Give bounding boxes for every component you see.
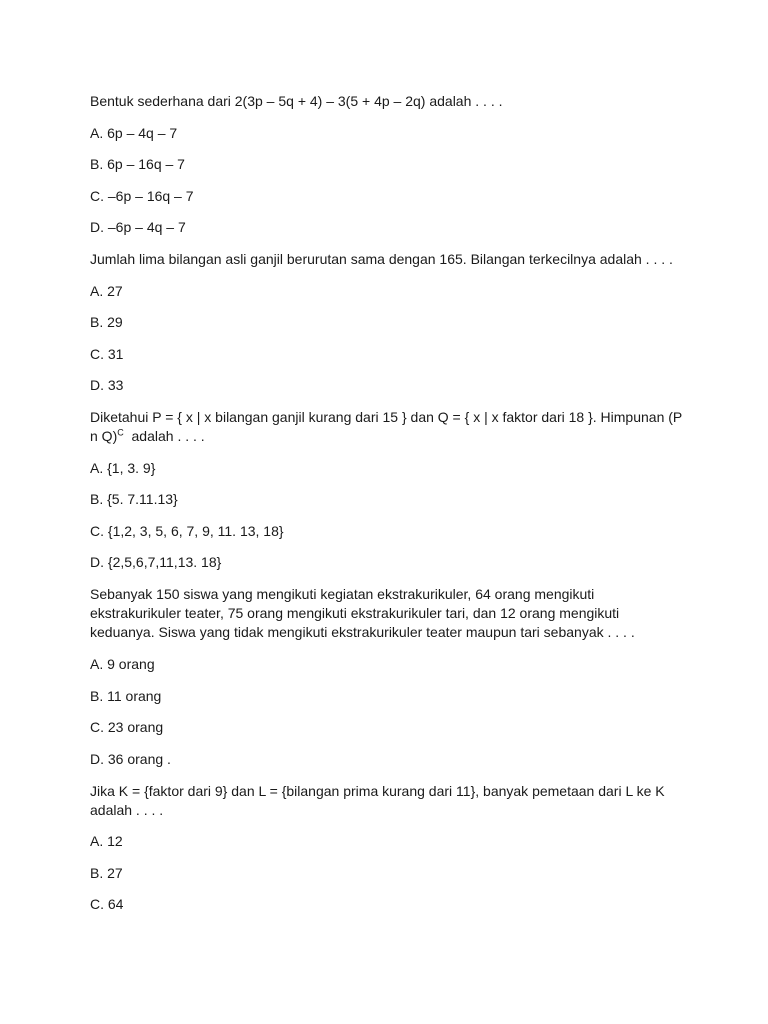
question-3-option-b: B. {5. 7.11.13} [90,491,178,507]
question-4-text-line-2: ekstrakurikuler teater, 75 orang mengikuti ekstrakurikuler tari, dan 12 orang mengikuti [90,605,620,621]
question-4-option-d: D. 36 orang . [90,751,171,767]
question-3-set-expression: n Q) [90,428,118,444]
question-1-option-a: A. 6p – 4q – 7 [90,125,178,141]
question-3-text-line-2 [90,427,690,446]
question-3-text-tail: adalah . . . . [123,428,205,444]
question-5-text-line-1: Jika K = {faktor dari 9} dan L = {bilangan prima kurang dari 11}, banyak pemetaan dari L ke K [90,783,665,799]
question-1-option-d: D. –6p – 4q – 7 [90,219,186,235]
question-4-option-a: A. 9 orang [90,656,155,672]
question-3-option-d: D. {2,5,6,7,11,13. 18} [90,554,222,570]
question-4-option-c: C. 23 orang [90,719,164,735]
question-5-option-a: A. 12 [90,833,123,849]
question-2-option-c: C. 31 [90,346,124,362]
question-4-text-line-1: Sebanyak 150 siswa yang mengikuti kegiatan ekstrakurikuler, 64 orang mengikuti [90,586,595,602]
question-2-option-b: B. 29 [90,314,123,330]
question-3-text-line-1: Diketahui P = { x | x bilangan ganjil kurang dari 15 } dan Q = { x | x faktor dari 18 }. Himpunan (P [90,409,683,425]
question-2-option-d: D. 33 [90,377,124,393]
question-5-option-c: C. 64 [90,896,124,912]
question-2-text: Jumlah lima bilangan asli ganjil berurutan sama dengan 165. Bilangan terkecilnya adalah . . . . [90,251,673,267]
question-1-option-b: B. 6p – 16q – 7 [90,156,185,172]
question-4-text-line-3: keduanya. Siswa yang tidak mengikuti ekstrakurikuler teater maupun tari sebanyak . . . . [90,624,635,640]
question-3-option-a: A. {1, 3. 9} [90,460,156,476]
question-4-option-b: B. 11 orang [90,688,162,704]
question-1-text: Bentuk sederhana dari 2(3p – 5q + 4) – 3(5 + 4p – 2q) adalah . . . . [90,93,503,109]
question-5-option-b: B. 27 [90,865,123,881]
question-1-option-c: C. –6p – 16q – 7 [90,188,194,204]
question-2-option-a: A. 27 [90,283,123,299]
complement-superscript: C [117,427,124,438]
question-5-text-line-2: adalah . . . . [90,802,164,818]
question-3-option-c: C. {1,2, 3, 5, 6, 7, 9, 11. 13, 18} [90,523,284,539]
